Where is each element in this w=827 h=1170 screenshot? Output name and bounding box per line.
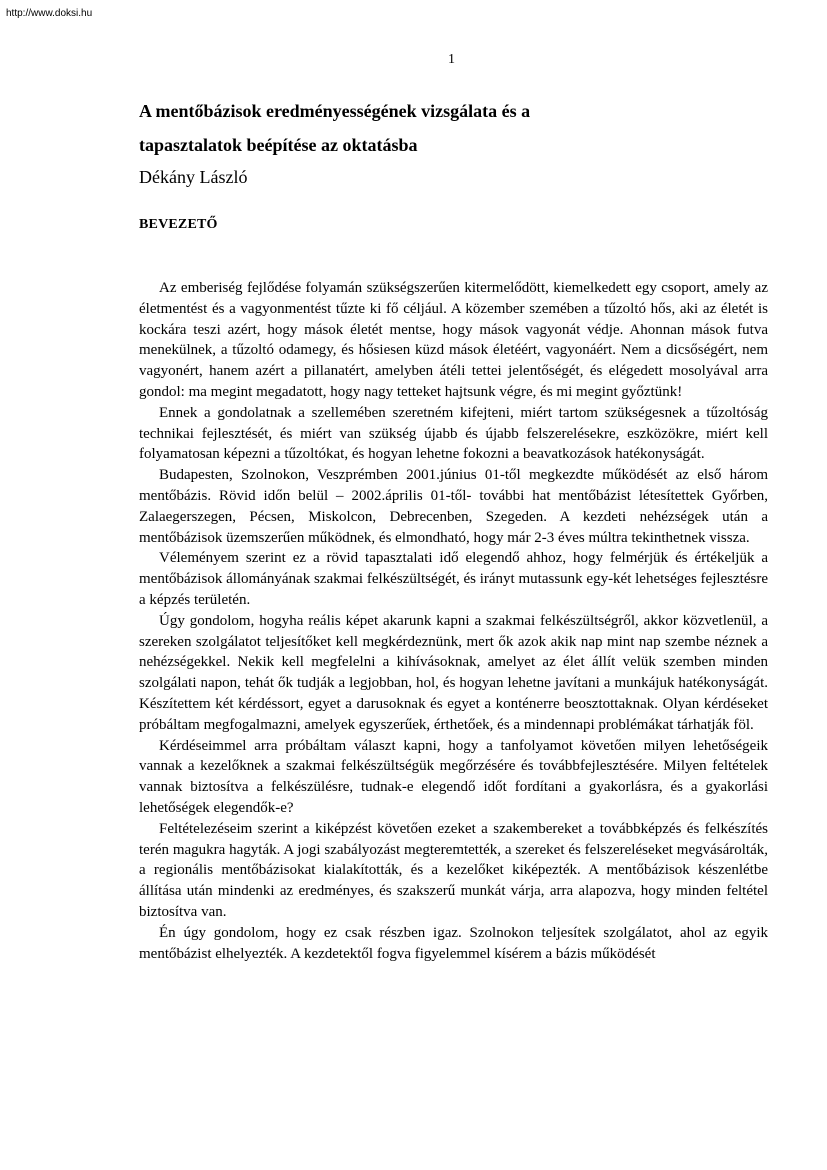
body-text <box>139 278 768 964</box>
paragraph: Kérdéseimmel arra próbáltam választ kapni, hogy a tanfolyamot követően milyen lehetőségeik vannak a kezelőknek a szakmai felkészültségük megőrzésére és továbbfejlesztésére. Milyen feltételek vannak biztosítva a felkészülésre, tudnak-e elegendő időt fordítani a gyakorlásra, és a gyakorlási lehetőségek elegendők-e? <box>139 737 768 816</box>
source-url: http://www.doksi.hu <box>6 8 93 19</box>
paragraph: Budapesten, Szolnokon, Veszprémben 2001.június 01-től megkezdte működését az első három mentőbázis. Rövid időn belül – 2002.április 01-től- további hat mentőbázist létesítettek Győrben, Zalaegerszegen, Pécsen, Miskolcon, Debrecenben, Szegeden. A kezdeti nehézségek után a mentőbázisok üzemszerűen működnek, és elmondható, hogy már 2-3 éves múltra tekinthetnek vissza. <box>139 467 768 546</box>
paragraph: Én úgy gondolom, hogy ez csak részben igaz. Szolnokon teljesítek szolgálatot, ahol az egyik mentőbázist elhelyezték. A kezdetektől fogva figyelemmel kísérem a bázis működését <box>139 924 768 962</box>
paragraph: Az emberiség fejlődése folyamán szükségszerűen kitermelődött, kiemelkedett egy csoport, amely az életmentést és a vagyonmentést tűzte ki fő céljául. A közember szemében a tűzoltó hős, aki az életét is kockára teszi azért, hogy mások életét mentse, hogy mások vagyonát védje. Ahonnan mások futva menekülnek, a tűzoltó odamegy, és hősiesen küzd mások életéért, vagyonáért. Nem a dicsőségért, nem vagyonért, hanem azért a pillanatért, amelyben átéli tettei jelentőségét, és elégedett mosolyával arra gondol: ma megint megadatott, hogy nagy tetteket hajtsunk végre, és mi megint győztünk! <box>139 280 768 400</box>
page-number: 1 <box>448 52 455 67</box>
paragraph: Úgy gondolom, hogyha reális képet akarunk kapni a szakmai felkészültségről, akkor közvetlenül, a szereken szolgálatot teljesítőket kell megkérdeznünk, mert ők azok akik nap mint nap szembe néznek a nehézségekkel. Nekik kell megfelelni a kihívásoknak, amelyet az élet állít velük szemben minden szolgálati napon, tehát ők tudják a legjobban, hol, és hogyan lehetne javítani a munkájuk hatékonyságát. Készítettem két kérdéssort, egyet a darusoknak és egyet a konténerre beosztottaknak. Olyan kérdéseket próbáltam megfogalmazni, amelyek egyszerűek, érthetőek, és a mindennapi problémákat tárhatják föl. <box>139 612 768 733</box>
author-name: Dékány László <box>139 167 248 187</box>
title-line-2: tapasztalatok beépítése az oktatásba <box>139 135 418 155</box>
paragraph: Feltételezéseim szerint a kiképzést követően ezeket a szakembereket a továbbképzés és felkészítés terén magukra hagyták. A jogi szabályozást megteremtették, a szereket és felszereléseket megvásárolták, a regionális mentőbázisokat kialakították, és a kezelőket kiképezték. A mentőbázisok készenlétbe állítása után mindenki az eredményes, és szakszerű munkát várja, arra alapozva, hogy minden feltétel biztosítva van. <box>139 820 768 920</box>
paragraph: Ennek a gondolatnak a szellemében szeretném kifejteni, miért tartom szükségesnek a tűzoltóság technikai fejlesztését, és miért van szükség újabb és újabb felszerelésekre, eszközökre, miért kell folyamatosan képezni a tűzoltókat, és hogyan lehetne fokozni a beavatkozások hatékonyságát. <box>139 404 768 463</box>
title-line-1: A mentőbázisok eredményességének vizsgálata és a <box>139 101 531 121</box>
section-heading: BEVEZETŐ <box>139 217 218 232</box>
paragraph: Véleményem szerint ez a rövid tapasztalati idő elegendő ahhoz, hogy felmérjük és értékeljük a mentőbázisok állományának szakmai felkészültségét, és irányt mutassunk egy-két lehetséges fejlesztésre a képzés területén. <box>139 550 768 608</box>
